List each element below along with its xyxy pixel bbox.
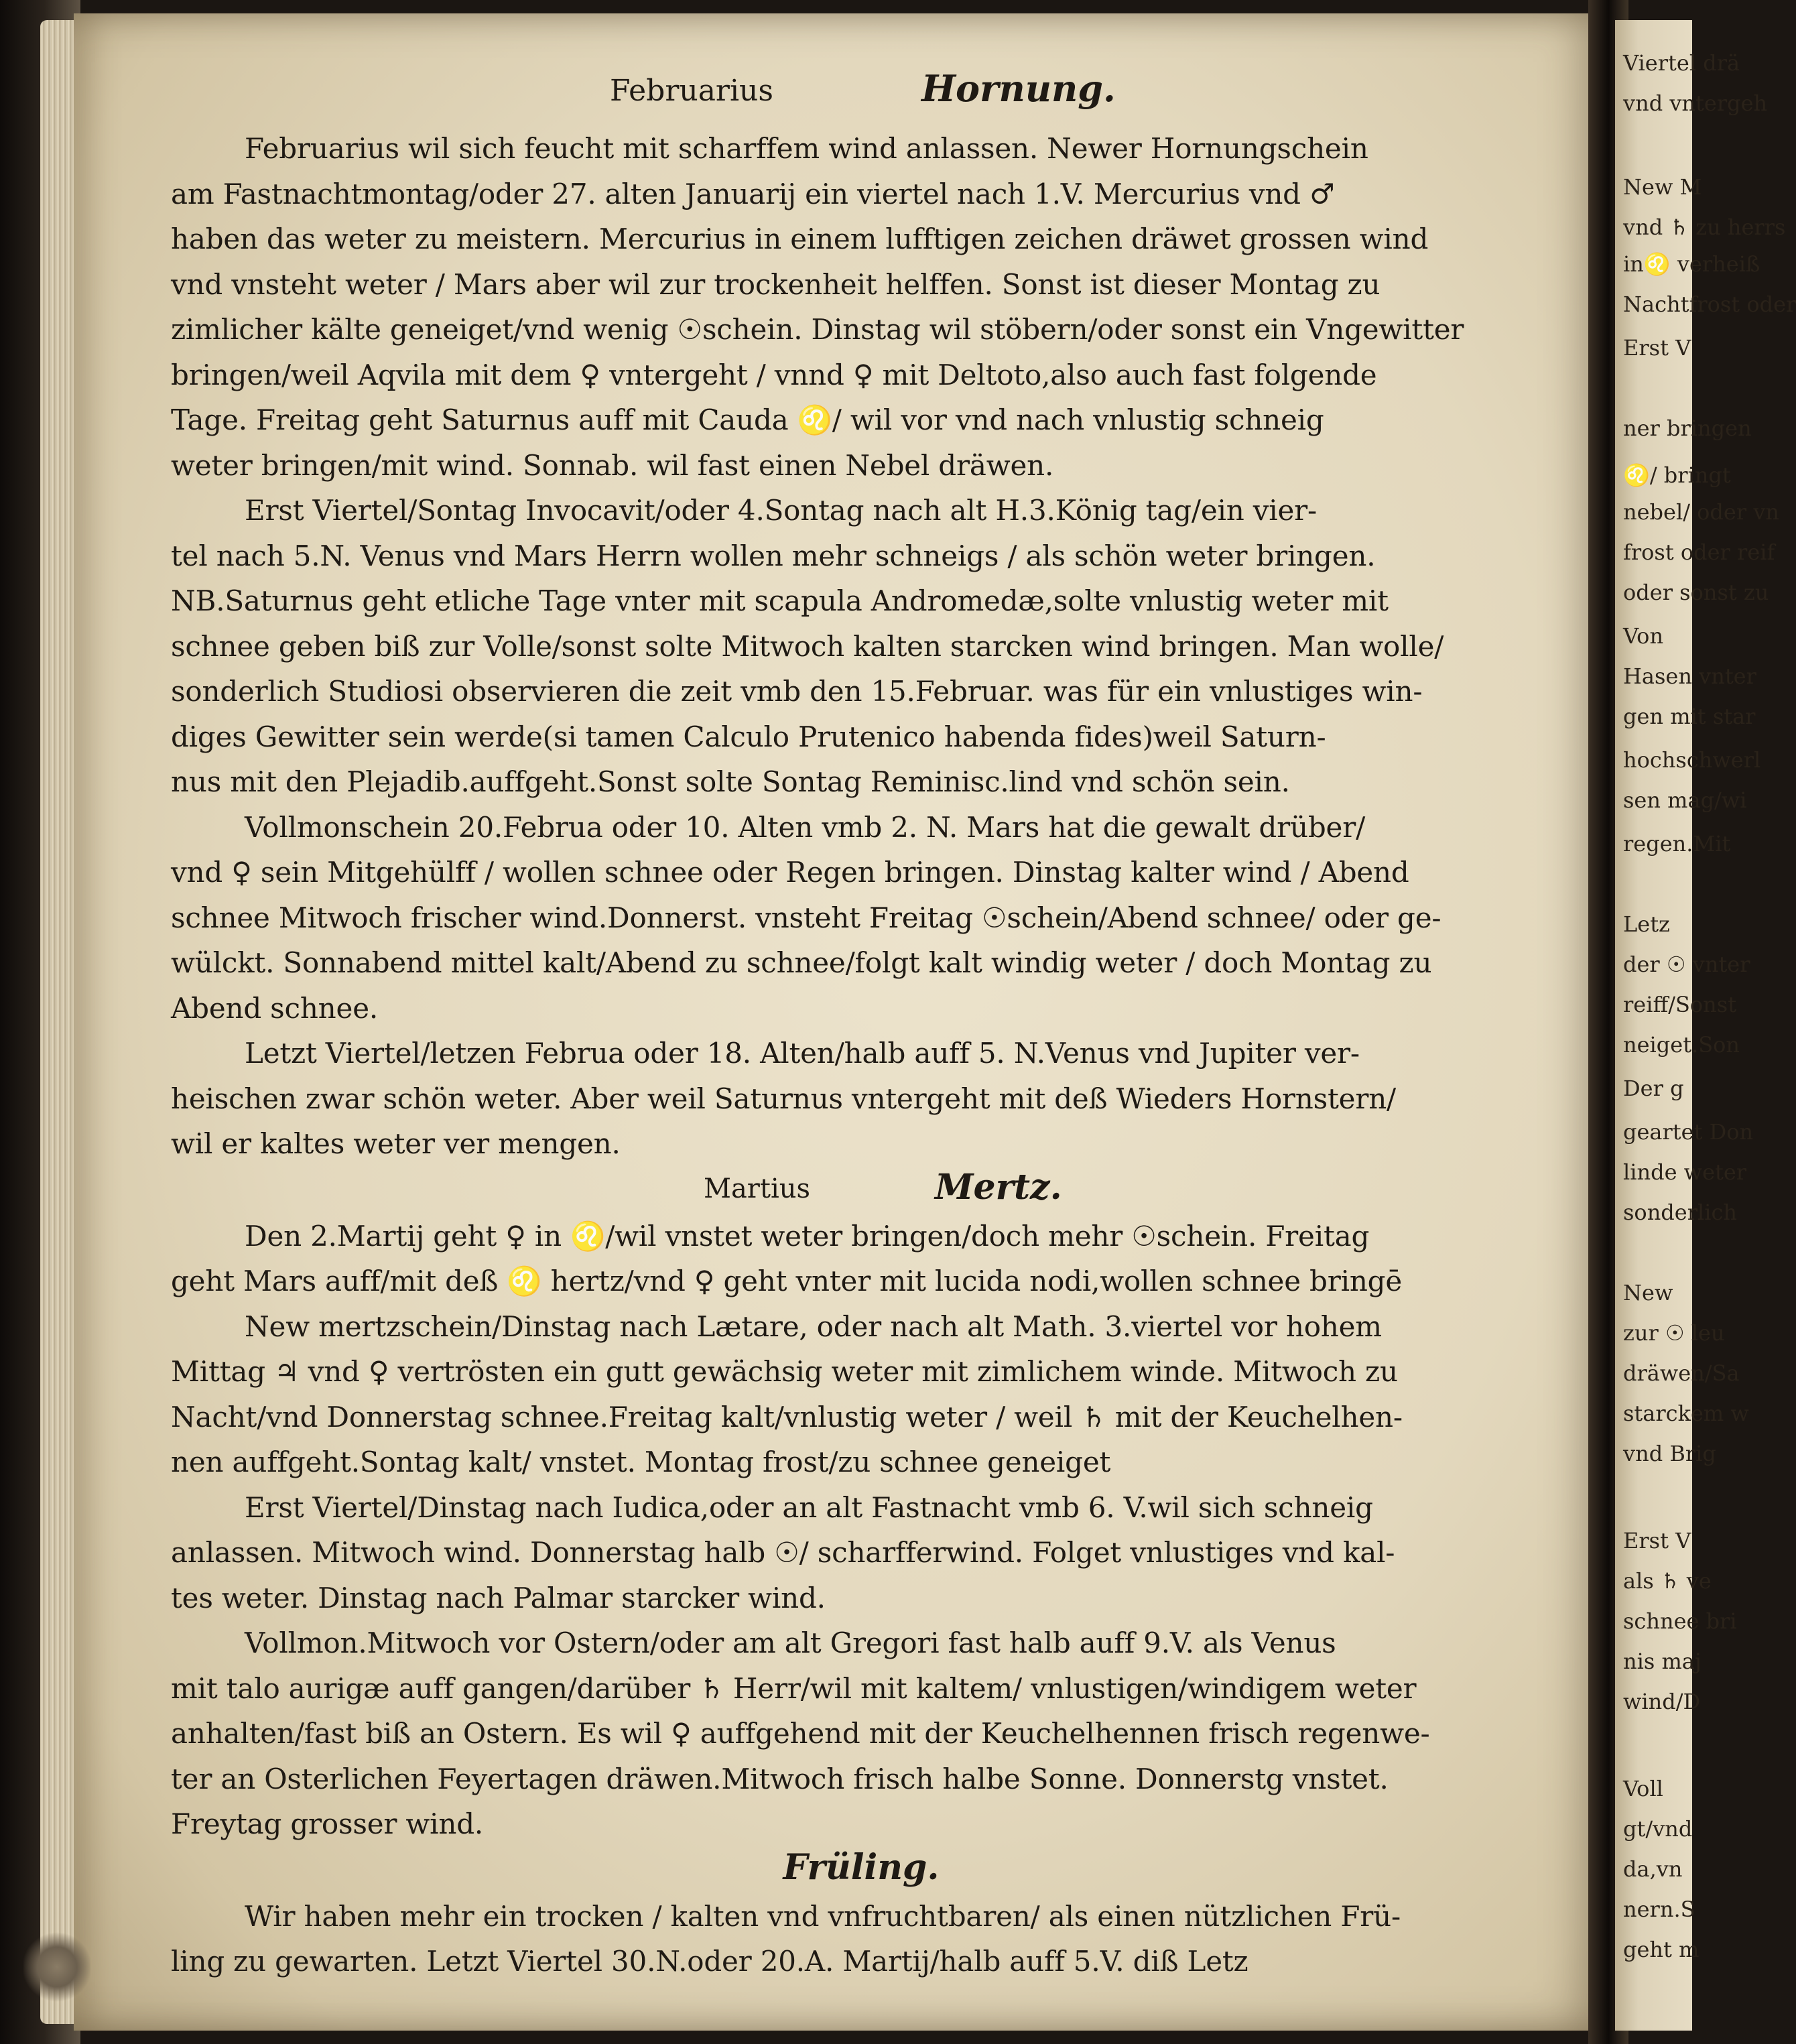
text-line: Erst Viertel/Dinstag nach Iudica,oder an alt Fastnacht vmb 6. V.wil sich schneig <box>245 1490 1373 1524</box>
text-line: Erst Viertel/Sontag Invocavit/oder 4.Sontag nach alt H.3.König tag/ein vier- <box>245 494 1317 527</box>
text-line: nus mit den Plejadib.auffgeht.Sonst solte Sontag Reminisc.lind vnd schön sein. <box>171 765 1290 798</box>
facing-page-text: ♌/ bringt <box>1623 462 1731 488</box>
facing-page-text: linde weter <box>1623 1159 1747 1185</box>
text-line: Den 2.Martij geht ♀ in ♌/wil vnstet weter bringen/doch mehr ☉schein. Freitag <box>245 1219 1370 1253</box>
spring-section <box>171 1894 1531 1984</box>
page-header <box>171 62 1531 126</box>
facing-page-text: Viertel drä <box>1623 50 1740 76</box>
paragraph <box>171 1214 1531 1304</box>
text-line: anlassen. Mitwoch wind. Donnerstag halb ☉/ scharfferwind. Folget vnlustiges vnd kal- <box>171 1536 1395 1569</box>
facing-page-text: geartet Don <box>1623 1119 1754 1145</box>
facing-page-text: vnd Brig <box>1623 1441 1716 1466</box>
facing-page-text: schnee bri <box>1623 1608 1737 1634</box>
page-content <box>171 62 1531 1984</box>
facing-page-text: Erst V <box>1623 335 1691 361</box>
facing-page-text: vnd ♄ zu herrs <box>1623 214 1786 240</box>
text-line: geht Mars auff/mit deß ♌ hertz/vnd ♀ geht vnter mit lucida nodi,wollen schnee bringē <box>171 1265 1403 1297</box>
facing-page-text: geht m <box>1623 1937 1699 1962</box>
text-line: mit talo aurigæ auff gangen/darüber ♄ Herr/wil mit kaltem/ vnlustigen/windigem weter <box>171 1671 1417 1705</box>
facing-page-text: Von <box>1623 623 1664 649</box>
text-line: zimlicher kälte geneiget/vnd wenig ☉schein. Dinstag wil stöbern/oder sonst ein Vngewitter <box>171 313 1464 346</box>
page-stain <box>23 1930 90 2004</box>
march-german-title: Mertz. <box>935 1166 1062 1208</box>
text-line: Vollmon.Mitwoch vor Ostern/oder am alt Gregori fast halb auff 9.V. als Venus <box>245 1626 1336 1659</box>
paragraph <box>171 805 1531 1031</box>
facing-page-text: neiget.Son <box>1623 1032 1740 1058</box>
facing-page-text: hochschwerl <box>1623 747 1761 773</box>
text-line: sonderlich Studiosi observieren die zeit vmb den 15.Februar. was für ein vnlustiges win- <box>171 675 1423 708</box>
march-latin-title: Martius <box>704 1173 811 1204</box>
facing-page-text: zur ☉ leu <box>1623 1320 1725 1346</box>
text-line: Februarius wil sich feucht mit scharffem wind anlassen. Newer Hornungschein <box>245 132 1368 165</box>
paragraph <box>171 1304 1531 1485</box>
facing-page-text: nis maj <box>1623 1649 1702 1674</box>
text-line: vnd ♀ sein Mitgehülff / wollen schnee oder Regen bringen. Dinstag kalter wind / Abend <box>171 856 1409 889</box>
facing-page-text: Nachtfrost oder <box>1623 292 1796 317</box>
text-line: ling zu gewarten. Letzt Viertel 30.N.oder 20.A. Martij/halb auff 5.V. diß Letz <box>171 1945 1248 1978</box>
text-line: New mertzschein/Dinstag nach Lætare, oder nach alt Math. 3.viertel vor hohem <box>245 1310 1382 1343</box>
facing-page-text: starckem w <box>1623 1401 1749 1426</box>
facing-page-text: Erst V <box>1623 1528 1691 1553</box>
facing-page-text: sen mag/wi <box>1623 787 1747 813</box>
text-line: Wir haben mehr ein trocken / kalten vnd vnfruchtbaren/ als einen nützlichen Frü- <box>245 1899 1401 1933</box>
text-line: schnee geben biß zur Volle/sonst solte Mitwoch kalten starcken wind bringen. Man wolle/ <box>171 629 1444 663</box>
spring-heading: Früling. <box>783 1846 940 1888</box>
text-line: Nacht/vnd Donnerstag schnee.Freitag kalt/vnlustig weter / weil ♄ mit der Keuchelhen- <box>171 1400 1403 1433</box>
february-section <box>171 126 1531 1167</box>
text-line: nen auffgeht.Sontag kalt/ vnstet. Montag frost/zu schnee geneiget <box>171 1446 1111 1478</box>
text-line: diges Gewitter sein werde(si tamen Calculo Prutenico habenda fides)weil Saturn- <box>171 720 1326 753</box>
facing-page-text: als ♄ ve <box>1623 1568 1712 1594</box>
facing-page-text: frost oder reif <box>1623 539 1775 565</box>
paragraph <box>171 1485 1531 1621</box>
paragraph <box>171 1031 1531 1167</box>
facing-page-text: wind/D <box>1623 1689 1701 1714</box>
facing-page-text: der ☉ vnter <box>1623 952 1750 977</box>
facing-page-text: gt/vnd <box>1623 1816 1693 1842</box>
text-line: haben das weter zu meistern. Mercurius in einem lufftigen zeichen dräwet grossen wind <box>171 222 1429 255</box>
facing-page-text: reiff/Sonst <box>1623 992 1737 1017</box>
text-line: tes weter. Dinstag nach Palmar starcker wind. <box>171 1581 826 1614</box>
text-line: tel nach 5.N. Venus vnd Mars Herrn wollen mehr schneigs / als schön weter bringen. <box>171 539 1376 572</box>
facing-page-text: oder sonst zu <box>1623 580 1769 605</box>
text-line: Tage. Freitag geht Saturnus auff mit Cauda ♌/ wil vor vnd nach vnlustig schneig <box>171 403 1324 436</box>
facing-page-text: Der g <box>1623 1076 1684 1101</box>
facing-page-text: New M <box>1623 174 1702 200</box>
text-line: wil er kaltes weter ver mengen. <box>171 1127 621 1160</box>
paragraph <box>171 1620 1531 1847</box>
header-german-month: Hornung. <box>921 67 1116 110</box>
facing-page-text: Voll <box>1623 1776 1663 1801</box>
paragraph <box>171 1894 1531 1984</box>
text-line: am Fastnachtmontag/oder 27. alten Januarij ein viertel nach 1.V. Mercurius vnd ♂ <box>171 177 1335 210</box>
facing-page-text: ner bringen <box>1623 416 1752 441</box>
facing-page-text: vnd vntergeh <box>1623 90 1768 116</box>
facing-page-text: regen.Mit <box>1623 831 1731 856</box>
text-line: schnee Mitwoch frischer wind.Donnerst. vnsteht Freitag ☉schein/Abend schnee/ oder ge- <box>171 901 1441 934</box>
text-line: vnd vnsteht weter / Mars aber wil zur trockenheit helffen. Sonst ist dieser Montag zu <box>171 267 1381 301</box>
facing-page-text: Letz <box>1623 911 1670 937</box>
text-line: Abend schnee. <box>171 991 378 1025</box>
text-line: heischen zwar schön weter. Aber weil Saturnus vntergeht mit deß Wieders Hornstern/ <box>171 1082 1397 1115</box>
facing-page-text: in♌ verheiß <box>1623 251 1760 277</box>
facing-page-fragment <box>1615 20 1796 2031</box>
facing-page-text: nern.S <box>1623 1897 1695 1922</box>
text-line: Mittag ♃ vnd ♀ vertrösten ein gutt gewächsig weter mit zimlichem winde. Mitwoch zu <box>171 1355 1398 1388</box>
facing-page-text: dräwen/Sa <box>1623 1360 1740 1386</box>
paragraph <box>171 488 1531 805</box>
text-line: Letzt Viertel/letzen Februa oder 18. Alten/halb auff 5. N.Venus vnd Jupiter ver- <box>245 1037 1360 1070</box>
facing-page-text: Hasen vnter <box>1623 663 1756 689</box>
facing-page-text: da,vn <box>1623 1856 1683 1882</box>
text-line: weter bringen/mit wind. Sonnab. wil fast einen Nebel dräwen. <box>171 448 1054 482</box>
march-section <box>171 1214 1531 1847</box>
facing-page-text: New <box>1623 1280 1673 1305</box>
text-line: ter an Osterlichen Feyertagen dräwen.Mitwoch frisch halbe Sonne. Donnerstg vnstet. <box>171 1762 1389 1795</box>
text-line: Vollmonschein 20.Februa oder 10. Alten vmb 2. N. Mars hat die gewalt drüber/ <box>245 810 1366 844</box>
facing-page-text: sonderlich <box>1623 1200 1738 1225</box>
facing-page-text: nebel/ oder vn <box>1623 499 1779 525</box>
text-line: NB.Saturnus geht etliche Tage vnter mit scapula Andromedæ,solte vnlustig weter mit <box>171 584 1389 617</box>
paragraph <box>171 126 1531 488</box>
facing-page-text: gen mit star <box>1623 704 1756 729</box>
text-line: Freytag grosser wind. <box>171 1807 484 1840</box>
header-latin-month: Februarius <box>610 74 773 108</box>
march-heading <box>171 1167 1531 1214</box>
text-line: bringen/weil Aqvila mit dem ♀ vntergeht / vnnd ♀ mit Deltoto,also auch fast folgende <box>171 358 1377 391</box>
text-line: anhalten/fast biß an Ostern. Es wil ♀ auffgehend mit der Keuchelhennen frisch regenwe- <box>171 1717 1430 1750</box>
text-line: wülckt. Sonnabend mittel kalt/Abend zu schnee/folgt kalt windig weter / doch Montag zu <box>171 946 1432 979</box>
